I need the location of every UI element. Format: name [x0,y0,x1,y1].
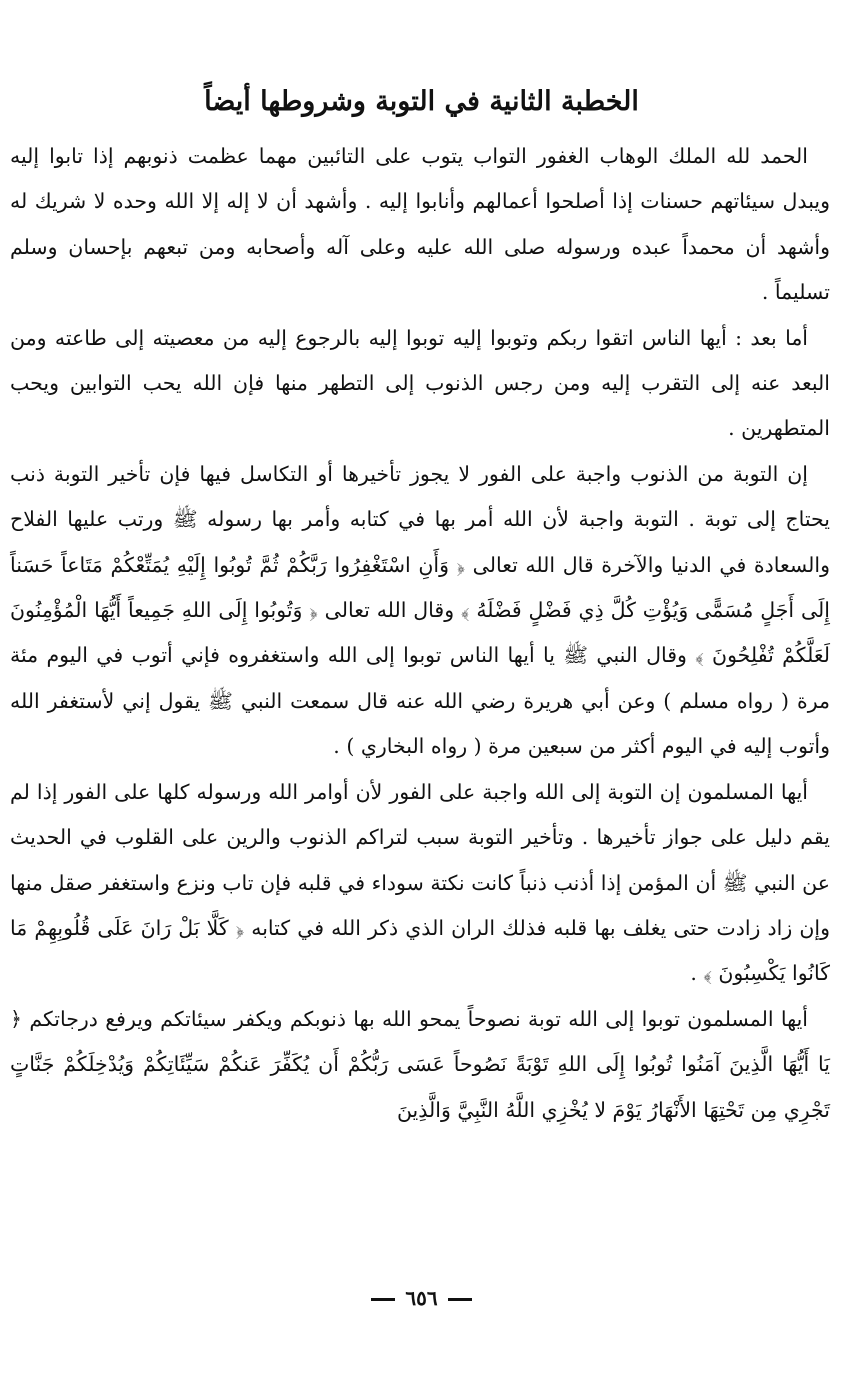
page-number-footer [0,1283,843,1313]
body-text [10,134,830,1133]
paragraph-tawba-wajiba: إن التوبة من الذنوب واجبة على الفور لا يجوز تأخيرها أو التكاسل فيها فإن تأخير التوبة ذنب يحتاج إلى توبة . التوبة واجبة لأن الله أمر بها في كتابه وأمر بها رسوله ﷺ ورتب عليها الفلاح والسعادة في الدنيا والآخرة قال الله تعالى ﴿ وَأَنِ اسْتَغْفِرُوا رَبَّكُمْ ثُمَّ تُوبُوا إِلَيْهِ يُمَتِّعْكُمْ مَتَاعاً حَسَناً إِلَى أَجَلٍ مُسَمًّى وَيُؤْتِ كُلَّ ذِي فَضْلٍ فَضْلَهُ ﴾ وقال الله تعالى ﴿ وَتُوبُوا إِلَى اللهِ جَمِيعاً أَيُّهَا الْمُؤْمِنُونَ لَعَلَّكُمْ تُفْلِحُونَ ﴾ وقال النبي ﷺ يا أيها الناس توبوا إلى الله واستغفروه فإني أتوب في اليوم مئة مرة ( رواه مسلم ) وعن أبي هريرة رضي الله عنه قال سمعت النبي ﷺ يقول إني لأستغفر الله وأتوب إليه في اليوم أكثر من سبعين مرة ( رواه البخاري ) . [10,461,830,759]
paragraph-tawba-nasuh: أيها المسلمون توبوا إلى الله توبة نصوحاً يمحو الله بها ذنوبكم ويكفر سيئاتكم ويرفع درجاتكم ﴿ يَا أَيُّهَا الَّذِينَ آمَنُوا تُوبُوا إِلَى اللهِ تَوْبَةً نَصُوحاً عَسَى رَبُّكُمْ أَن يُكَفِّرَ عَنكُمْ سَيِّئَاتِكُمْ وَيُدْخِلَكُمْ جَنَّاتٍ تَجْرِي مِن تَحْتِهَا الأَنْهَارُ يَوْمَ لا يُخْزِي اللَّهُ النَّبِيَّ وَالَّذِينَ [10,1006,830,1122]
footer-dash-left [371,1298,395,1301]
paragraph-ala-al-fawr: أيها المسلمون إن التوبة إلى الله واجبة على الفور لأن أوامر الله ورسوله كلها على الفور إذا لم يقم دليل على جواز تأخيرها . وتأخير التوبة سبب لتراكم الذنوب والرين على القلوب في الحديث عن النبي ﷺ أن المؤمن إذا أذنب ذنباً كانت نكتة سوداء في قلبه فإن تاب ونزع واستغفر صقل منها وإن زاد زادت حتى يغلف بها قلبه فذلك الران الذي ذكر الله في كتابه ﴿ كَلَّا بَلْ رَانَ عَلَى قُلُوبِهِمْ مَا كَانُوا يَكْسِبُونَ ﴾ . [10,779,830,986]
page-number: ٦٥٦ [405,1286,438,1310]
paragraph-amma-bad: أما بعد : أيها الناس اتقوا ربكم وتوبوا إليه توبوا إليه بالرجوع إليه من معصيته إلى طاعته ومن البعد عنه إلى التقرب إليه ومن رجس الذنوب إلى التطهر منها فإن الله يحب التوابين ويحب المتطهرين . [10,325,830,441]
page-title: الخطبة الثانية في التوبة وشروطها أيضاً [204,86,639,117]
paragraph-opening: الحمد لله الملك الوهاب الغفور التواب يتوب على التائبين مهما عظمت ذنوبهم إذا تابوا إليه ويبدل سيئاتهم حسنات إذا أصلحوا أعمالهم وأنابوا إليه . وأشهد أن لا إله إلا الله وحده لا شريك له وأشهد أن محمداً عبده ورسوله صلى الله عليه وعلى آله وأصحابه ومن تبعهم بإحسان وسلم تسليماً . [10,144,830,305]
footer-dash-right [448,1298,472,1301]
